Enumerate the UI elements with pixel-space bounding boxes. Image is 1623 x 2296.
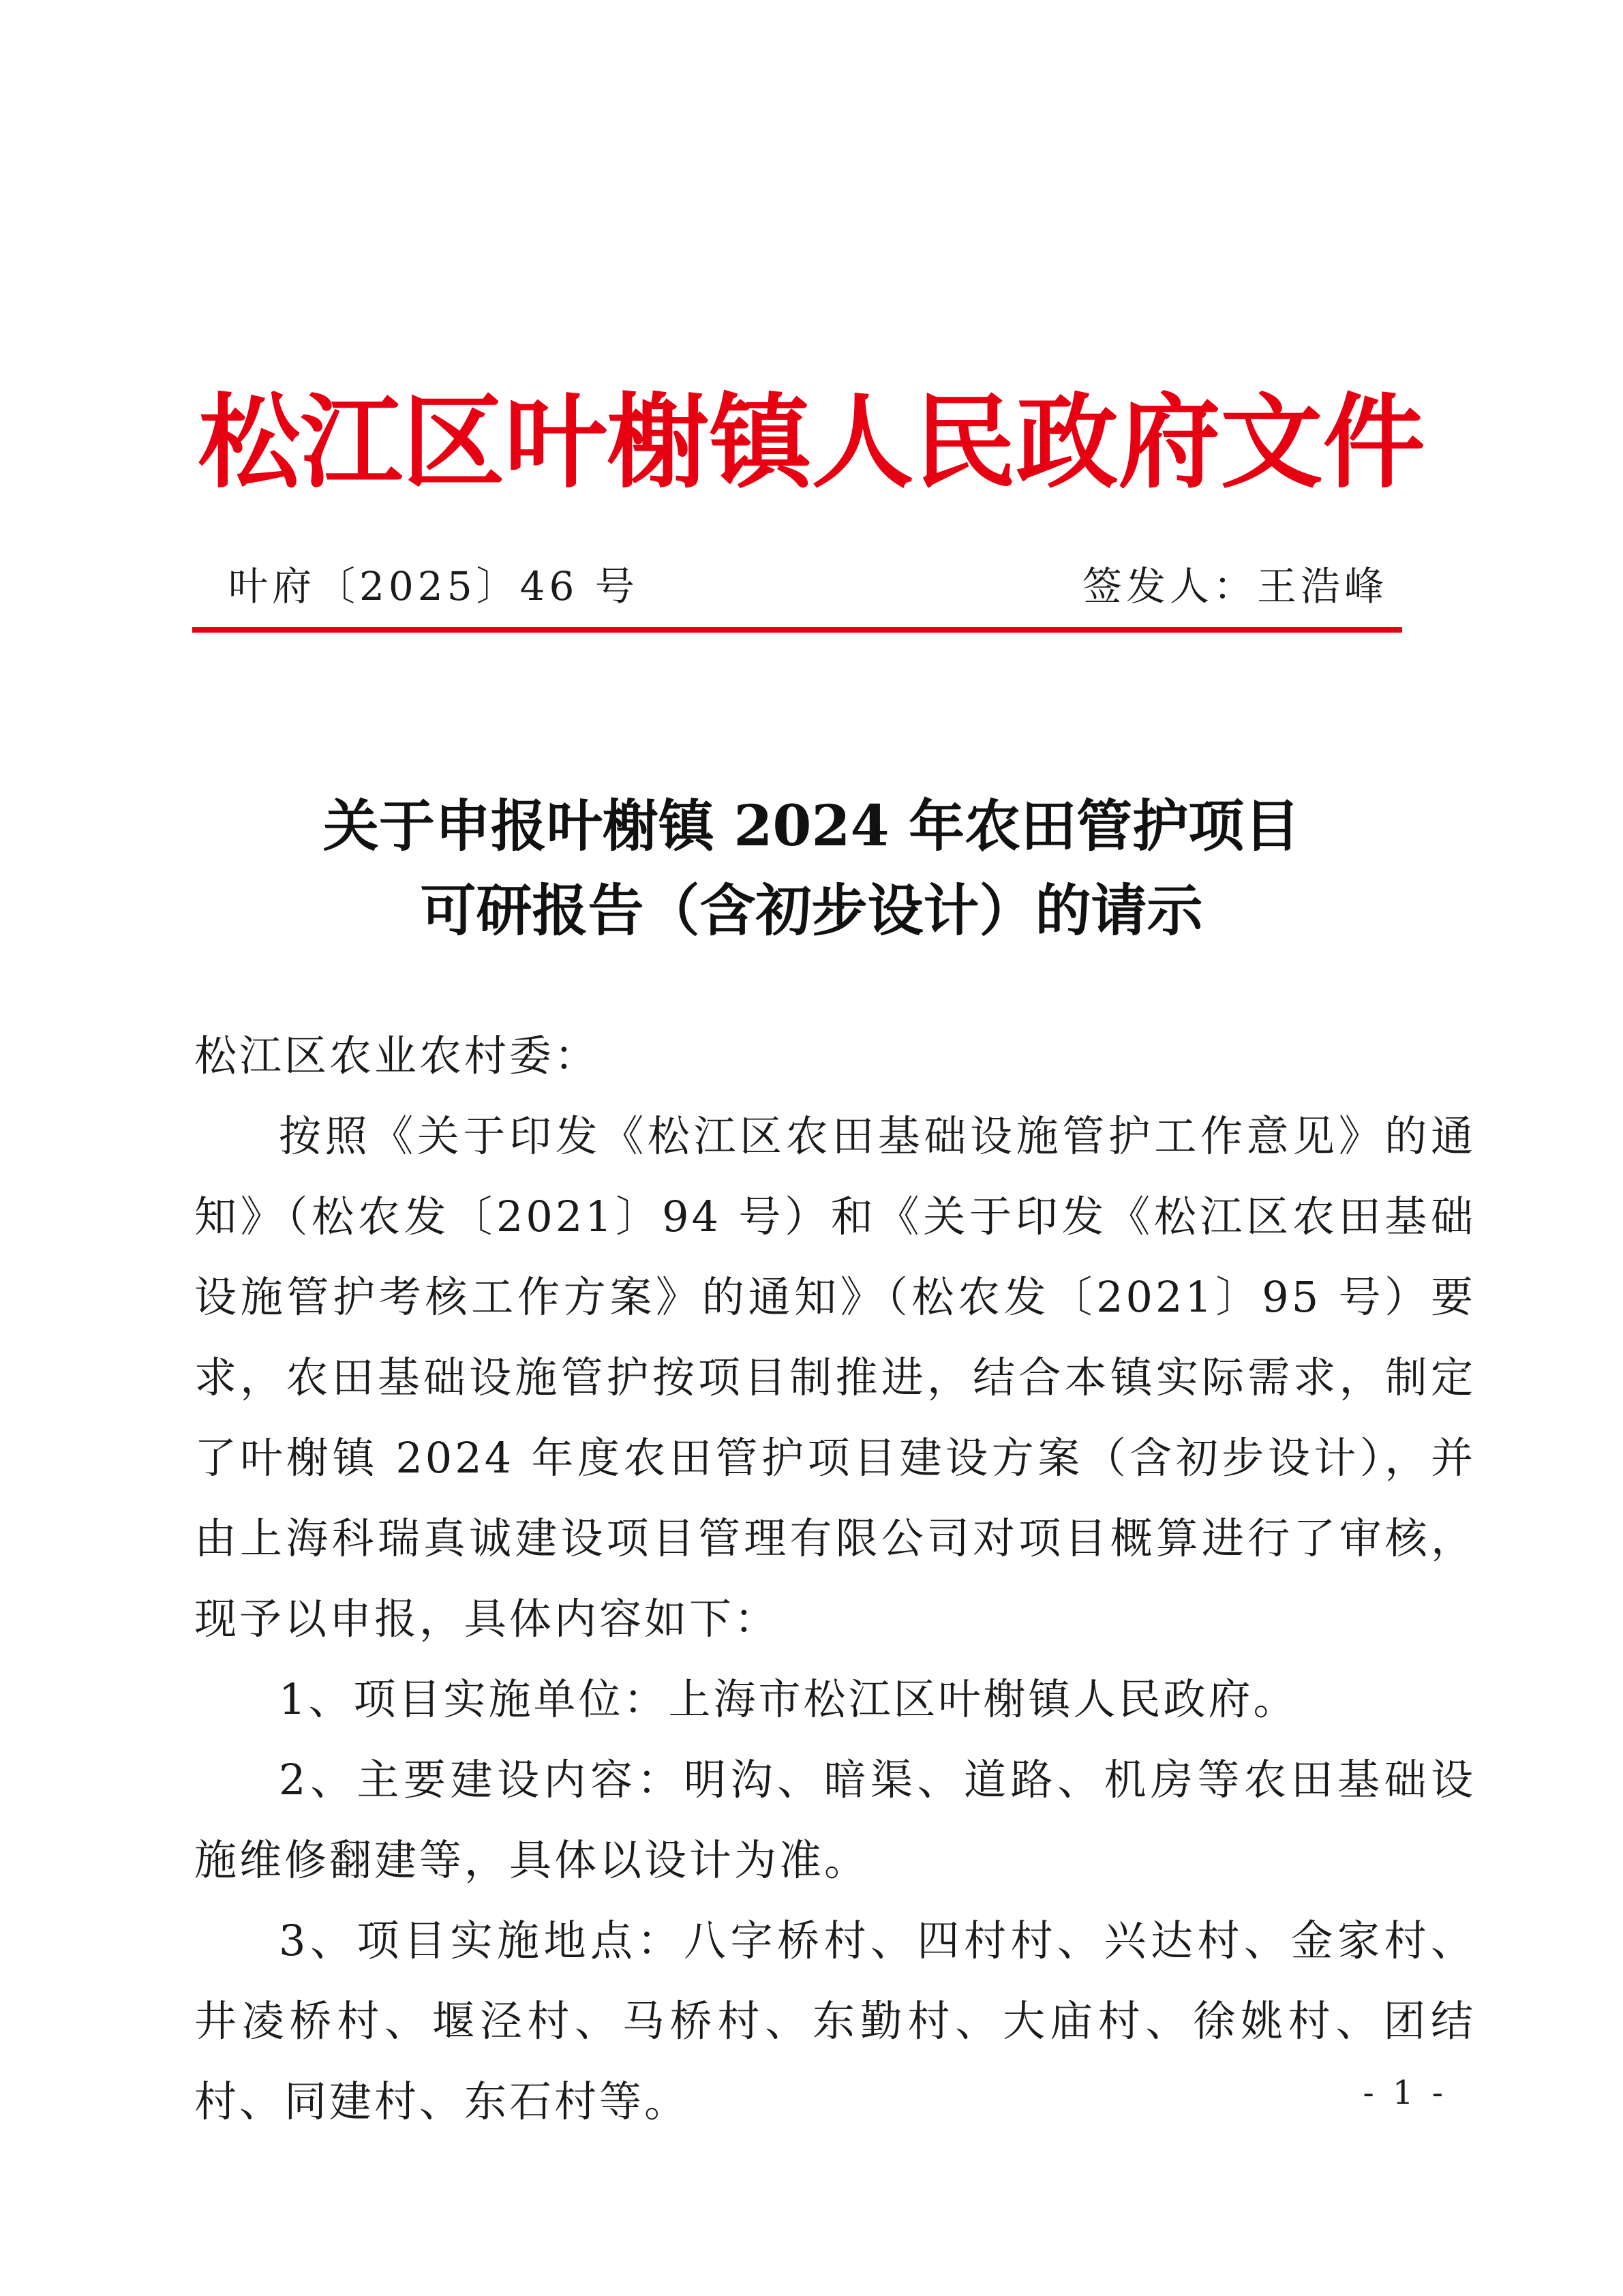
- page-number: - 1 -: [1363, 2074, 1447, 2112]
- list-item-construction-content: 2、主要建设内容：明沟、暗渠、道路、机房等农田基础设施维修翻建等，具体以设计为准。: [194, 1755, 1476, 1885]
- addressee: 松江区农业农村委：: [194, 1031, 600, 1081]
- list-item-implementing-unit: 1、项目实施单位：上海市松江区叶榭镇人民政府。: [279, 1674, 1299, 1724]
- body-paragraph: 按照《关于印发《松江区农田基础设施管护工作意见》的通知》（松农发〔2021〕94 号）和《关于印发《松江区农田基础设施管护考核工作方案》的通知》（松农发〔2021〕95 号）要求，农田基础设施管护按项目制推进，结合本镇实际需求，制定了叶榭镇 2024 年度农田管护项目建设方案（含初步设计），并由上海科瑞真诚建设项目管理有限公司对项目概算进行了审核，现予以申报，具体内容如下：: [194, 1111, 1476, 1644]
- document-title-line-1: 关于申报叶榭镇 2024 年农田管护项目: [322, 794, 1301, 859]
- document-number: 叶府〔2025〕46 号: [228, 563, 639, 609]
- document-body: [194, 1016, 1476, 2142]
- red-divider: [192, 627, 1402, 633]
- document-title: [0, 784, 1623, 953]
- signer: 签发人：王浩峰: [1082, 563, 1388, 609]
- document-title-line-2: 可研报告（含初步设计）的请示: [420, 878, 1203, 943]
- issuer-header-title: 松江区叶榭镇人民政府文件: [198, 384, 1425, 502]
- list-item-locations: 3、项目实施地点：八字桥村、四村村、兴达村、金家村、井凌桥村、堰泾村、马桥村、东勤村、大庙村、徐姚村、团结村、同建村、东石村等。: [194, 1916, 1476, 2126]
